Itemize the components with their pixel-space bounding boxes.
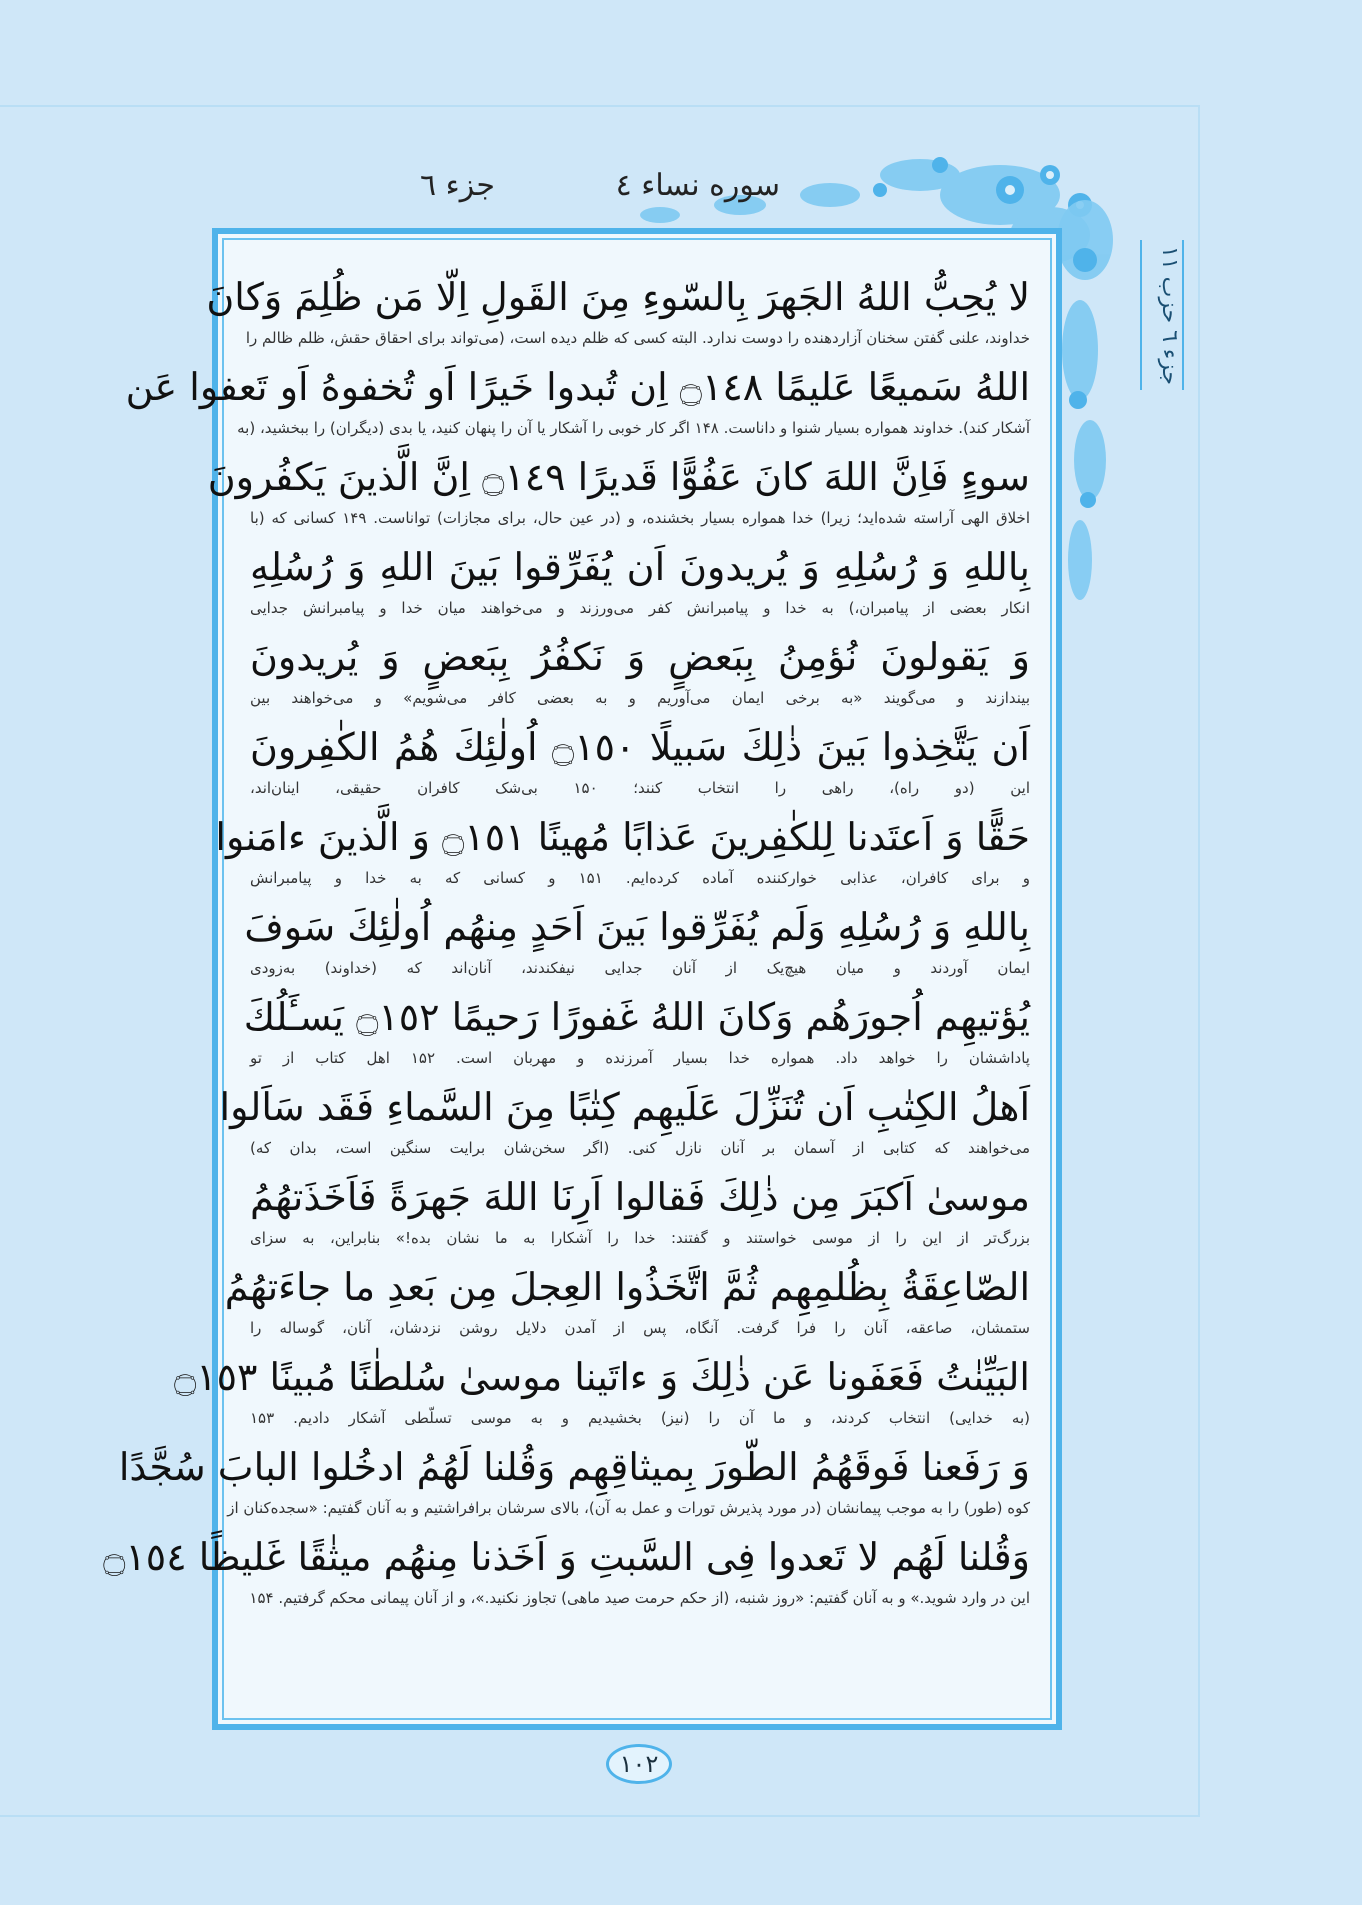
translation-line-7: و برای کافران، عذابی خوارکننده آماده کرده‌ایم. ۱۵۱ و کسانی که به خدا و پیامبرانش xyxy=(250,869,1031,887)
translation-line-6: این (دو راه)، راهی را انتخاب کنند؛ ۱۵۰ بی‌شک کافران حقیقی، اینان‌اند، xyxy=(250,779,1030,797)
juz-title: جزء ٦ xyxy=(420,167,495,203)
verse-line-8: بِاللهِ وَ رُسُلِهِ وَلَم يُفَرِّقوا بَينَ اَحَدٍ مِنهُم اُولٰئِكَ سَوفَ xyxy=(244,905,1030,949)
translation-line-12: ستمشان، صاعقه، آنان را فرا گرفت. آنگاه، پس از آمدن دلایل روشن نزدشان، آنان، گوساله را xyxy=(250,1319,1030,1337)
translation-line-4: انکار بعضی از پیامبران،) به خدا و پیامبرانش کفر می‌ورزند و می‌خواهند میان خدا و پیامبرانش جدایی xyxy=(250,599,1030,617)
verse-line-11: موسىٰ اَكبَرَ مِن ذٰلِكَ فَقالوا اَرِنَا اللهَ جَهرَةً فَاَخَذَتهُمُ xyxy=(250,1175,1030,1219)
translation-line-3: اخلاق الهی آراسته شده‌اید؛ زیرا) خدا همواره بسیار بخشنده، و (در عین حال، برای مجازات) تواناست. ۱۴۹ کسانی که (با xyxy=(250,509,1030,527)
verse-line-7: حَقًّا وَ اَعتَدنا لِلكٰفِرينَ عَذابًا مُهينًا ۝١٥١ وَ الَّذينَ ءامَنوا xyxy=(215,815,1030,859)
page-number: ١٠٢ xyxy=(606,1744,672,1784)
verse-line-13: البَيِّنٰتُ فَعَفَونا عَن ذٰلِكَ وَ ءاتَينا موسىٰ سُلطٰنًا مُبينًا ۝١٥٣ xyxy=(173,1355,1030,1399)
translation-line-2: آشکار کند). خداوند همواره بسیار شنوا و داناست. ۱۴۸ اگر کار خوبی را آشکار یا آن را پنهان کنید، یا بدی (دیگران) را ببخشید، (به xyxy=(237,419,1030,437)
page-header xyxy=(420,160,780,210)
verse-line-1: لا يُحِبُّ اللهُ الجَهرَ بِالسّوءِ مِنَ القَولِ اِلّا مَن ظُلِمَ وَكانَ xyxy=(206,275,1030,319)
translation-line-11: بزرگ‌تر از این را از موسی خواستند و گفتند: خدا را آشکارا به ما نشان بده!» بنابراین، به سزای xyxy=(250,1229,1030,1247)
verse-line-10: اَهلُ الكِتٰبِ اَن تُنَزِّلَ عَلَيهِم كِتٰبًا مِنَ السَّماءِ فَقَد سَاَلوا xyxy=(219,1085,1030,1129)
translation-line-8: ایمان آوردند و میان هیچ‌یک از آنان جدایی نیفکندند، آنان‌اند که (خداوند) به‌زودی xyxy=(250,959,1030,977)
translation-line-13: (به خدایی) انتخاب کردند، و ما آن را (نیز) بخشیدیم و به موسی تسلّطی آشکار دادیم. ۱۵۳ xyxy=(250,1409,1030,1427)
juz-hizb-tab: جزء ٦ حزب ١١ xyxy=(1140,240,1184,390)
translation-line-15: این در وارد شوید.» و به آنان گفتیم: «روز شنبه، (از حکم حرمت صید ماهی) تجاوز نکنید.»، و از آنان پیمانی محکم گرفتیم. ۱۵۴ xyxy=(249,1589,1030,1607)
verse-line-2: اللهُ سَميعًا عَليمًا ۝١٤٨ اِن تُبدوا خَيرًا اَو تُخفوهُ اَو تَعفوا عَن xyxy=(125,365,1030,409)
verse-line-15: وَقُلنا لَهُم لا تَعدوا فِى السَّبتِ وَ اَخَذنا مِنهُم ميثٰقًا غَليظًا ۝١٥٤ xyxy=(103,1535,1030,1579)
surah-title: سوره نساء ٤ xyxy=(615,167,780,203)
verse-line-4: بِاللهِ وَ رُسُلِهِ وَ يُريدونَ اَن يُفَرِّقوا بَينَ اللهِ وَ رُسُلِهِ xyxy=(250,545,1030,589)
verse-line-5: وَ يَقولونَ نُؤمِنُ بِبَعضٍ وَ نَكفُرُ بِبَعضٍ وَ يُريدونَ xyxy=(250,635,1030,679)
translation-line-10: می‌خواهند که کتابی از آسمان بر آنان نازل کنی. (اگر سخن‌شان برایت سنگین است، بدان که) xyxy=(250,1139,1030,1157)
translation-line-5: بیندازند و می‌گویند «به برخی ایمان می‌آوریم و به بعضی کافر می‌شویم» و می‌خواهند بین xyxy=(250,689,1030,707)
translation-line-1: خداوند، علنی گفتن سخنان آزاردهنده را دوست ندارد. البته کسی که ظلم دیده است، (می‌تواند برای احقاق حقش، ظلم ظالم را xyxy=(245,329,1030,347)
verse-line-12: الصّاعِقَةُ بِظُلمِهِم ثُمَّ اتَّخَذُوا العِجلَ مِن بَعدِ ما جاءَتهُمُ xyxy=(224,1265,1030,1309)
verse-line-3: سوءٍ فَاِنَّ اللهَ كانَ عَفُوًّا قَديرًا ۝١٤٩ اِنَّ الَّذينَ يَكفُرونَ xyxy=(207,455,1030,499)
translation-line-14: کوه (طور) را به موجب پیمانشان (در مورد پذیرش تورات و عمل به آن)، بالای سرشان برافراشتیم و به آنان گفتیم: «سجده‌کنان از xyxy=(227,1499,1030,1517)
translation-line-9: پاداششان را خواهد داد. همواره خدا بسیار آمرزنده و مهربان است. ۱۵۲ اهل کتاب از تو xyxy=(250,1049,1030,1067)
quran-text-block xyxy=(103,268,1031,1708)
verse-line-9: يُؤتيهِم اُجورَهُم وَكانَ اللهُ غَفورًا رَحيمًا ۝١٥٢ يَسـَٔلُكَ xyxy=(243,995,1030,1039)
verse-line-6: اَن يَتَّخِذوا بَينَ ذٰلِكَ سَبيلًا ۝١٥٠ اُولٰئِكَ هُمُ الكٰفِرونَ xyxy=(250,725,1030,769)
verse-line-14: وَ رَفَعنا فَوقَهُمُ الطّورَ بِميثاقِهِم وَقُلنا لَهُمُ ادخُلوا البابَ سُجَّدًا xyxy=(118,1445,1030,1489)
